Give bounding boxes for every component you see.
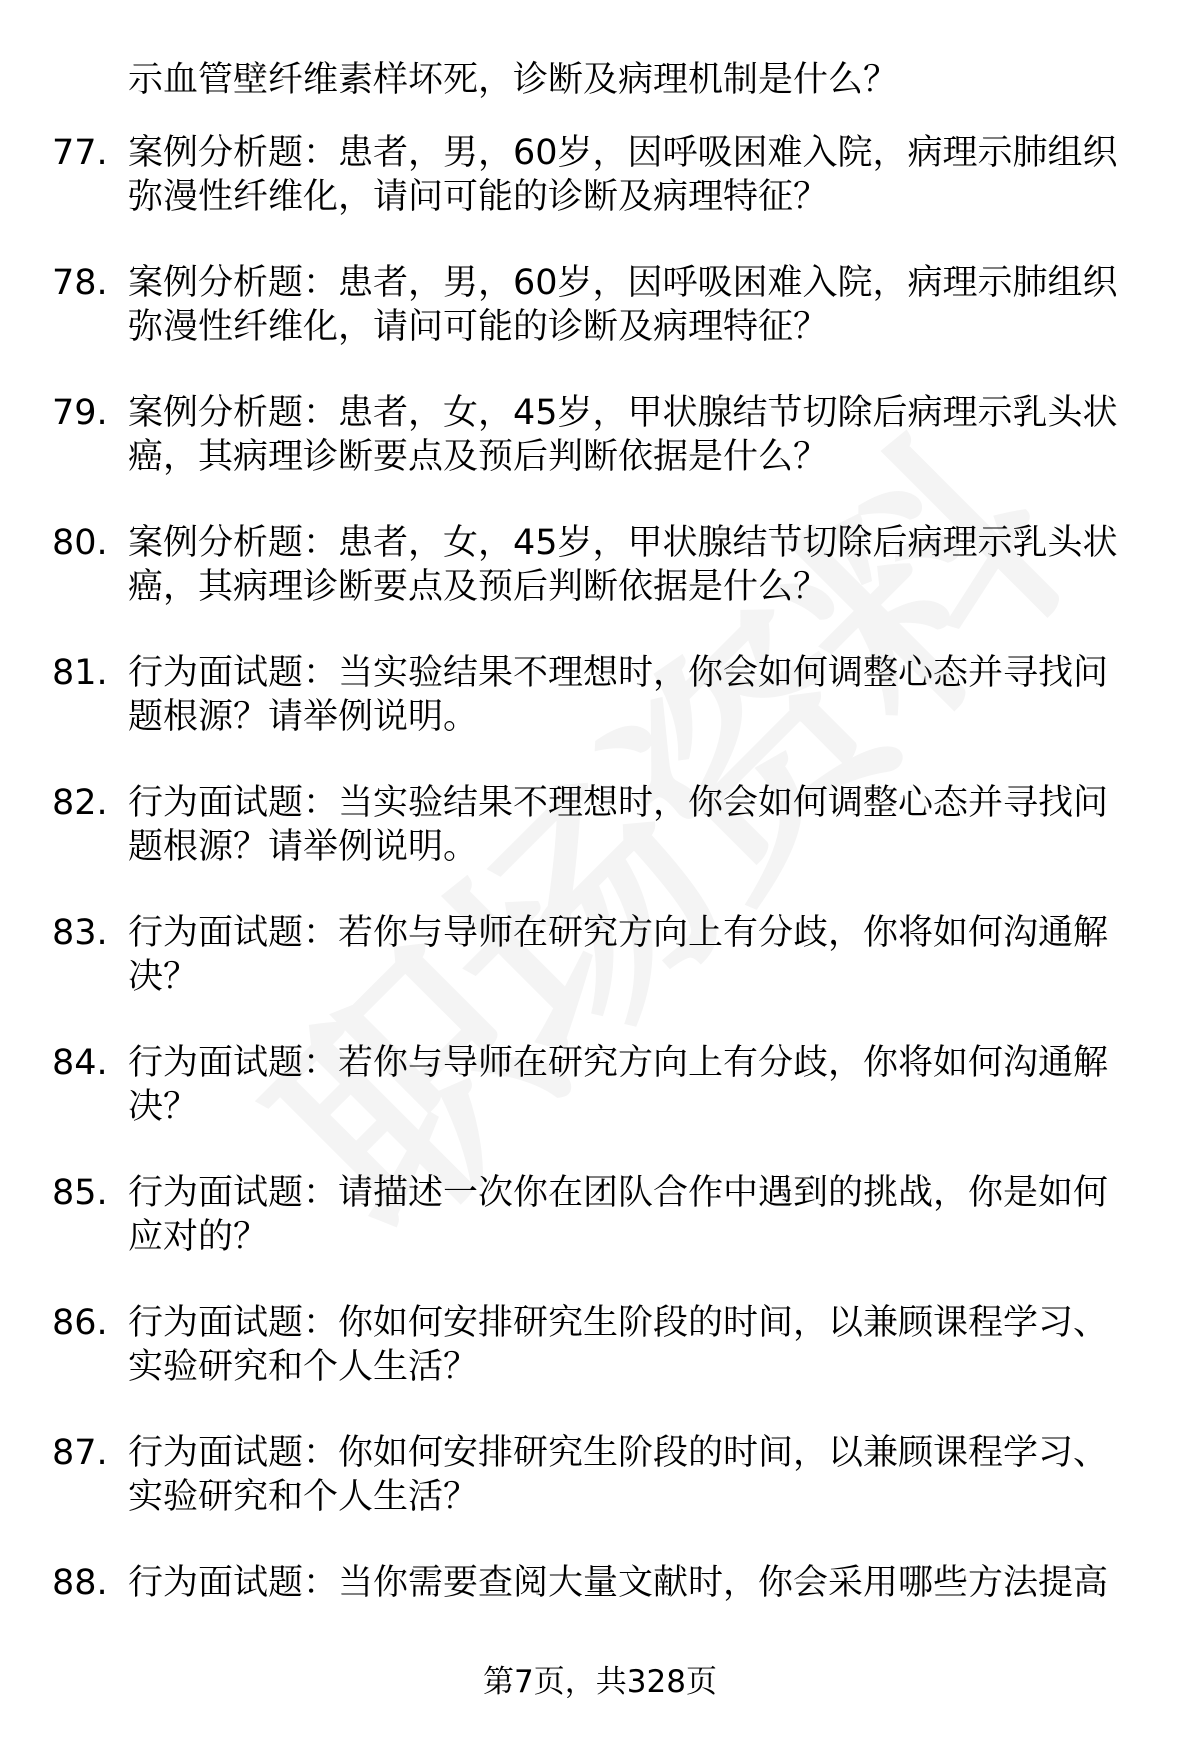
question-text-line: 行为面试题：若你与导师在研究方向上有分歧，你将如何沟通解 [128, 913, 1109, 953]
question-number: 80. [52, 523, 108, 563]
question-number: 85. [52, 1173, 108, 1213]
continuation-line: 示血管壁纤维素样坏死，诊断及病理机制是什么？ [128, 60, 899, 100]
question-text-line: 行为面试题：当你需要查阅大量文献时，你会采用哪些方法提高 [128, 1563, 1109, 1603]
question-number: 79. [52, 393, 108, 433]
question-number: 77. [52, 133, 108, 173]
question-text-line: 弥漫性纤维化，请问可能的诊断及病理特征？ [128, 307, 829, 347]
question-text-line: 应对的？ [128, 1217, 269, 1257]
question-text-line: 实验研究和个人生活？ [128, 1477, 479, 1517]
question-text-line: 行为面试题：当实验结果不理想时，你会如何调整心态并寻找问 [128, 653, 1109, 693]
question-text-line: 决？ [128, 957, 199, 997]
question-number: 83. [52, 913, 108, 953]
question-text-line: 癌，其病理诊断要点及预后判断依据是什么？ [128, 567, 829, 607]
question-number: 78. [52, 263, 108, 303]
question-text-line: 题根源？请举例说明。 [128, 827, 479, 867]
question-number: 87. [52, 1433, 108, 1473]
question-number: 84. [52, 1043, 108, 1083]
page-footer: 第7页，共328页 [483, 1664, 717, 1700]
question-text-line: 行为面试题：若你与导师在研究方向上有分歧，你将如何沟通解 [128, 1043, 1109, 1083]
question-text-line: 实验研究和个人生活？ [128, 1347, 479, 1387]
question-text-line: 行为面试题：请描述一次你在团队合作中遇到的挑战，你是如何 [128, 1173, 1109, 1213]
question-text-line: 题根源？请举例说明。 [128, 697, 479, 737]
question-number: 82. [52, 783, 108, 823]
question-text-line: 行为面试题：当实验结果不理想时，你会如何调整心态并寻找问 [128, 783, 1109, 823]
question-text-line: 案例分析题：患者，女，45岁，甲状腺结节切除后病理示乳头状 [128, 523, 1118, 563]
question-text-line: 案例分析题：患者，女，45岁，甲状腺结节切除后病理示乳头状 [128, 393, 1118, 433]
question-text-line: 案例分析题：患者，男，60岁，因呼吸困难入院，病理示肺组织 [128, 133, 1118, 173]
question-number: 88. [52, 1563, 108, 1603]
question-text-line: 弥漫性纤维化，请问可能的诊断及病理特征？ [128, 177, 829, 217]
question-text-line: 癌，其病理诊断要点及预后判断依据是什么？ [128, 437, 829, 477]
question-number: 86. [52, 1303, 108, 1343]
question-text-line: 行为面试题：你如何安排研究生阶段的时间，以兼顾课程学习、 [128, 1433, 1109, 1473]
question-text-line: 行为面试题：你如何安排研究生阶段的时间，以兼顾课程学习、 [128, 1303, 1109, 1343]
question-number: 81. [52, 653, 108, 693]
question-text-line: 案例分析题：患者，男，60岁，因呼吸困难入院，病理示肺组织 [128, 263, 1118, 303]
question-text-line: 决？ [128, 1087, 199, 1127]
